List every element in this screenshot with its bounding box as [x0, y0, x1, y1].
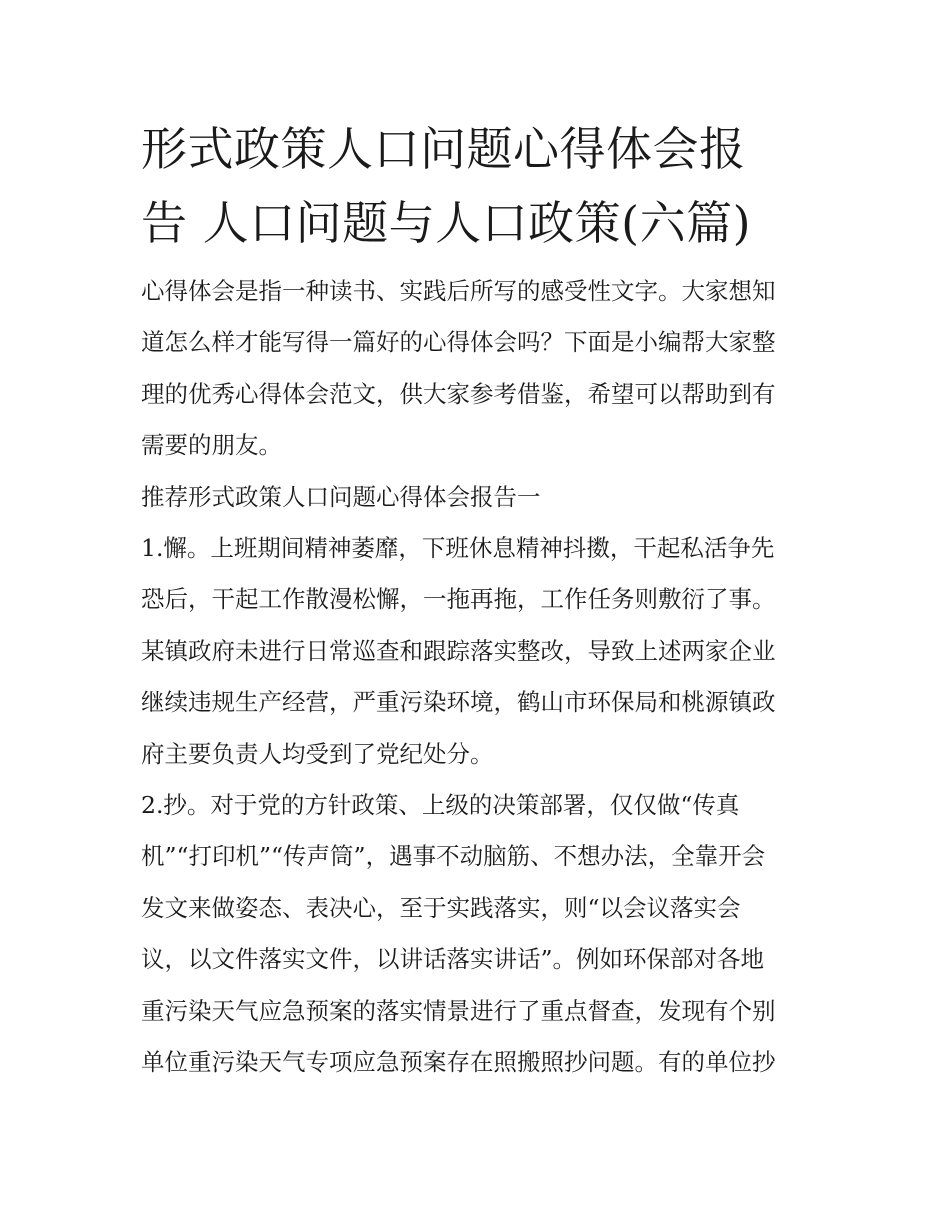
paragraph-line: 发文来做姿态、表决心，至于实践落实，则“以会议落实会 [141, 893, 741, 922]
intro-line: 道怎么样才能写得一篇好的心得体会吗？下面是小编帮大家整 [141, 328, 776, 357]
document-body [141, 266, 813, 1089]
intro-line: 理的优秀心得体会范文，供大家参考借鉴，希望可以帮助到有 [141, 379, 776, 408]
paragraph-line: 府主要负责人均受到了党纪处分。 [141, 739, 494, 768]
paragraph-line: 单位重污染天气专项应急预案存在照搬照抄问题。有的单位抄 [141, 1048, 776, 1077]
paragraph-line: 2.抄。对于党的方针政策、上级的决策部署，仅仅做“传真 [141, 791, 740, 820]
intro-line: 需要的朋友。 [141, 431, 282, 460]
paragraph-line: 1.懈。上班期间精神萎靡，下班休息精神抖擞，干起私活争先 [141, 534, 775, 563]
paragraph-line: 议，以文件落实文件，以讲话落实讲话”。例如环保部对各地 [141, 945, 765, 974]
paragraph-line: 重污染天气应急预案的落实情景进行了重点督查，发现有个别 [141, 996, 776, 1025]
document-title [141, 112, 813, 260]
paragraph-line: 机”“打印机”“传声筒”，遇事不动脑筋、不想办法，全靠开会 [141, 842, 766, 871]
section-heading: 推荐形式政策人口问题心得体会报告一 [141, 482, 541, 511]
title-line: 形式政策人口问题心得体会报 [141, 122, 746, 176]
document-content [141, 112, 813, 1089]
paragraph-line: 某镇政府未进行日常巡查和跟踪落实整改，导致上述两家企业 [141, 636, 776, 665]
paragraph-line: 恐后，干起工作散漫松懈，一拖再拖，工作任务则敷衍了事。 [141, 585, 776, 614]
intro-line: 心得体会是指一种读书、实践后所写的感受性文字。大家想知 [141, 277, 776, 305]
title-line: 告 人口问题与人口政策(六篇) [141, 196, 752, 250]
paragraph-line: 继续违规生产经营，严重污染环境，鹤山市环保局和桃源镇政 [141, 688, 776, 717]
